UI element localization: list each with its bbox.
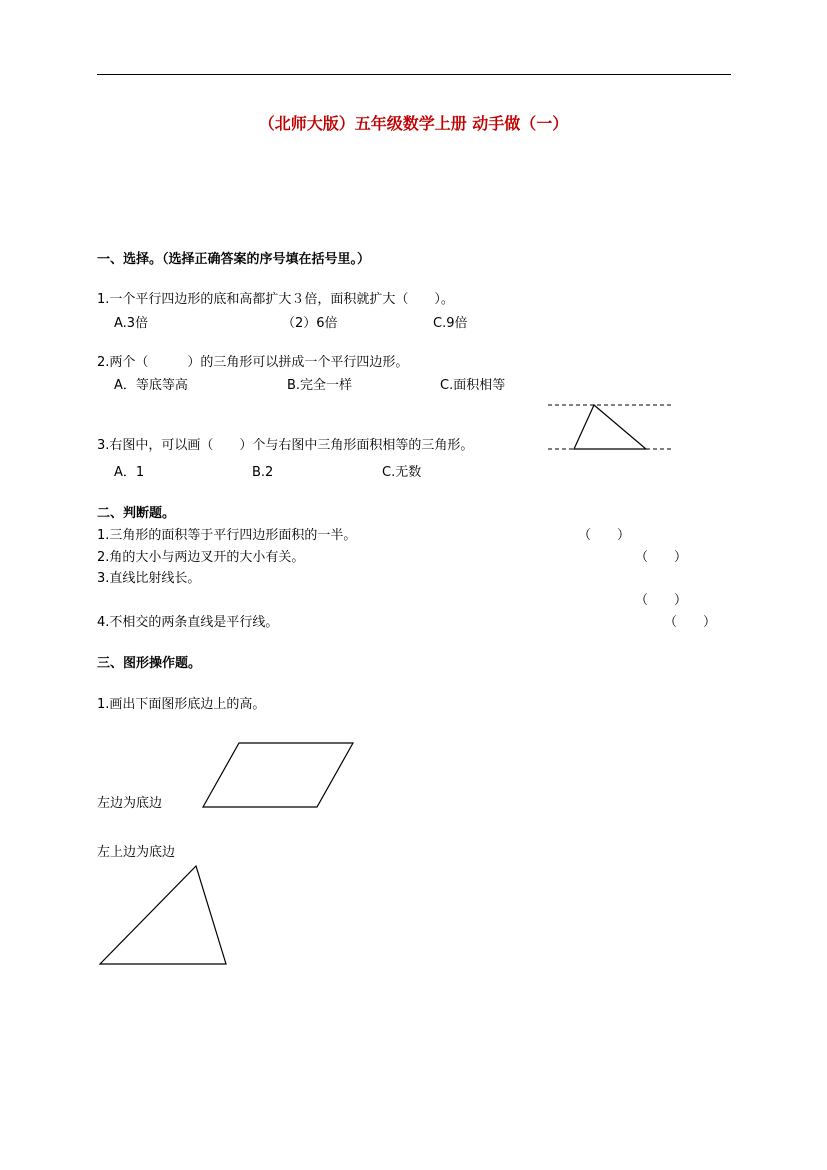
judge-answer-2[interactable]: （ ） <box>635 550 688 565</box>
parallelogram-figure <box>195 735 360 815</box>
triangle-label: 左上边为底边 <box>97 845 176 860</box>
judge-item-3: 3.直线比射线长。 <box>97 571 201 586</box>
parallelogram-label: 左边为底边 <box>97 796 163 811</box>
judge-item-4: 4.不相交的两条直线是平行线。 <box>97 615 279 630</box>
q1-option-a: A.3倍 <box>114 316 149 331</box>
section2-heading: 二、判断题。 <box>97 506 176 521</box>
page-title: （北师大版）五年级数学上册 动手做（一） <box>258 114 569 133</box>
triangle-figure <box>92 860 237 972</box>
judge-item-2: 2.角的大小与两边叉开的大小有关。 <box>97 550 305 565</box>
triangle-drawing <box>100 866 226 964</box>
q2-option-c: C.面积相等 <box>440 378 506 393</box>
triangle-shape <box>574 405 646 449</box>
parallel-lines-triangle-figure <box>540 398 680 458</box>
judge-answer-4[interactable]: （ ） <box>664 615 717 630</box>
q3-option-a: A．1 <box>114 465 145 480</box>
q1-text: 1.一个平行四边形的底和高都扩大３倍，面积就扩大（ ）。 <box>97 292 454 307</box>
judge-item-1: 1.三角形的面积等于平行四边形面积的一半。 <box>97 528 357 543</box>
q1-option-c: C.9倍 <box>433 316 468 331</box>
section1-heading: 一、选择。（选择正确答案的序号填在括号里。） <box>97 252 371 267</box>
parallelogram-shape <box>203 743 353 807</box>
q3-option-b: B.2 <box>252 465 274 480</box>
judge-answer-1[interactable]: （ ） <box>578 528 631 543</box>
q3-option-c: C.无数 <box>382 465 422 480</box>
q2-text: 2.两个（ ）的三角形可以拼成一个平行四边形。 <box>97 355 409 370</box>
q2-option-a: A．等底等高 <box>114 378 188 393</box>
header-rule <box>97 74 731 75</box>
s3-q1-text: 1.画出下面图形底边上的高。 <box>97 697 266 712</box>
q3-text: 3.右图中，可以画（ ）个与右图中三角形面积相等的三角形。 <box>97 438 474 453</box>
judge-answer-3[interactable]: （ ） <box>635 593 688 608</box>
q1-option-b: （2）6倍 <box>282 316 338 331</box>
q2-option-b: B.完全一样 <box>287 378 353 393</box>
section3-heading: 三、图形操作题。 <box>97 656 202 671</box>
